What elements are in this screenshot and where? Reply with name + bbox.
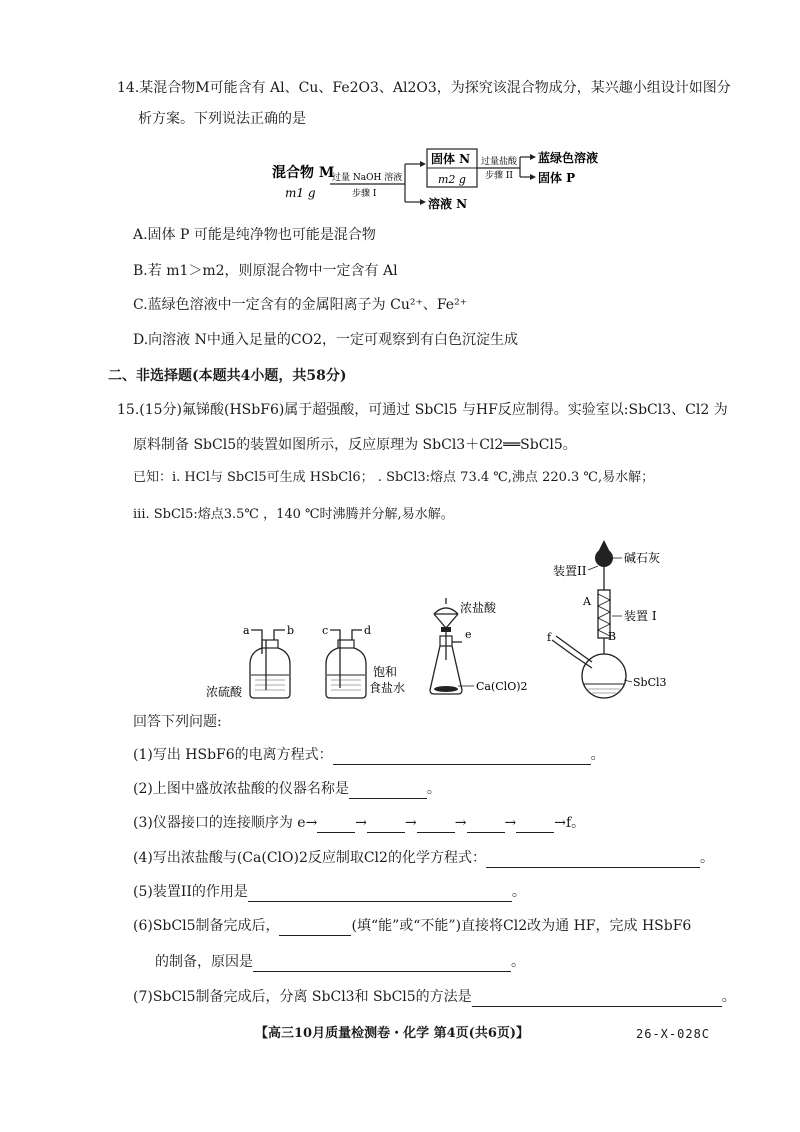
- q15-line2: 原料制备 SbCl5的装置如图所示，反应原理为 SbCl3＋Cl2══SbCl5。: [133, 437, 577, 453]
- sub7-period: 。: [721, 989, 736, 1005]
- sub3-blank-4[interactable]: [467, 817, 505, 833]
- q14-stem-line2: 析方案。下列说法正确的是: [138, 111, 306, 127]
- label-a: A: [583, 595, 591, 608]
- section2-header: 二、非选择题(本题共4小题，共58分): [108, 368, 347, 384]
- q14-option-b[interactable]: B.若 m1＞m2，则原混合物中一定含有 Al: [133, 263, 398, 279]
- sub5-row: [133, 882, 526, 902]
- sub5-period: 。: [511, 884, 526, 900]
- sub3-end: →f。: [554, 815, 586, 831]
- sub1-blank[interactable]: [333, 749, 591, 765]
- bottle2-label-2: 食盐水: [369, 681, 406, 695]
- sub2-period: 。: [426, 781, 441, 797]
- sub6-text-b: (填“能”或“不能”)直接将Cl2改为通 HF，完成 HSbF6: [351, 918, 692, 934]
- sub2-row: [133, 779, 441, 799]
- port-f: f: [547, 631, 552, 644]
- q14-option-d[interactable]: D.向溶液 N中通入足量的CO2，一定可观察到有白色沉淀生成: [133, 332, 518, 348]
- sub6-period: 。: [511, 954, 525, 970]
- label-b: B: [608, 630, 617, 643]
- flow-start: 混合物 M: [272, 165, 335, 181]
- sub3-row: [133, 813, 585, 833]
- sub5-text: (5)装置II的作用是: [133, 884, 248, 900]
- answer-intro: 回答下列问题:: [133, 714, 222, 730]
- sub3-blank-3[interactable]: [417, 817, 455, 833]
- q14-stem-line1: 14.某混合物M可能含有 Al、Cu、Fe2O3、Al2O3，为探究该混合物成分，某兴趣小组设计如图分: [117, 80, 731, 96]
- footer-code: 26-X-028C: [636, 1027, 711, 1041]
- bottle2-label-1: 饱和: [373, 665, 398, 679]
- flow-step2-reagent: 过量盐酸: [481, 157, 518, 167]
- sub6-blank-2[interactable]: [253, 956, 511, 972]
- chlorine-generator: [430, 598, 528, 694]
- sub5-blank[interactable]: [248, 886, 512, 902]
- soda-lime-label: 碱石灰: [624, 551, 661, 565]
- device2-label: 装置II: [553, 564, 587, 578]
- port-e: e: [465, 628, 472, 641]
- port-d: d: [364, 624, 372, 637]
- funnel-label: 浓盐酸: [460, 601, 497, 615]
- flow-solid-p: 固体 P: [538, 171, 576, 185]
- flow-solid-n-box: [427, 149, 477, 187]
- sub6-text-c: 的制备，原因是: [155, 954, 253, 970]
- sub3-blank-2[interactable]: [367, 817, 405, 833]
- sub6-row-2: [155, 952, 525, 972]
- flask-content-label: Ca(ClO)2: [476, 680, 528, 693]
- bottle1-label: 浓硫酸: [206, 685, 243, 699]
- flow-step1-label: 步骤 I: [352, 189, 377, 199]
- port-c: c: [322, 624, 329, 637]
- flow-solid-n-mass: m2 g: [438, 173, 466, 186]
- sub3-arrow-1: →: [355, 815, 368, 831]
- port-a: a: [243, 624, 250, 637]
- sub3-arrow-3: →: [454, 815, 467, 831]
- sub3-arrow-2: →: [405, 815, 417, 831]
- flow-solution-n: 溶液 N: [428, 197, 468, 211]
- port-b: b: [287, 624, 295, 637]
- sub3-arrow-4: →: [504, 815, 517, 831]
- q15-known2: iii. SbCl5:熔点3.5℃ ，140 ℃时沸腾并分解,易水解。: [133, 507, 454, 522]
- sbcl3-label: SbCl3: [633, 676, 667, 689]
- sub4-period: 。: [699, 850, 714, 866]
- q15-known1: 已知：i. HCl与 SbCl5可生成 HSbCl6； . SbCl3:熔点 73.4 ℃,沸点 220.3 ℃,易水解；: [133, 470, 655, 485]
- sub4-blank[interactable]: [486, 852, 700, 868]
- device1-label: 装置 I: [624, 609, 657, 623]
- q14-option-a[interactable]: A.固体 P 可能是纯净物也可能是混合物: [133, 227, 376, 243]
- bottle-conc-sulfuric: [206, 624, 294, 699]
- sub1-row: [133, 745, 605, 765]
- sub6-text-a: (6)SbCl5制备完成后，: [133, 918, 280, 934]
- flow-solid-n: 固体 N: [431, 152, 471, 166]
- sub2-text: (2)上图中盛放浓盐酸的仪器名称是: [133, 781, 349, 797]
- q15-line1: 15.(15分)氟锑酸(HSbF6)属于超强酸，可通过 SbCl5 与HF反应制得。实验室以:SbCl3、Cl2 为: [117, 402, 728, 418]
- sub4-row: [133, 848, 714, 868]
- bottle-sat-brine: [322, 624, 405, 698]
- sub3-text: (3)仪器接口的连接顺序为 e→: [133, 815, 318, 831]
- flow-blue-green: 蓝绿色溶液: [538, 151, 599, 165]
- flow-step1-reagent: 过量 NaOH 溶液: [332, 173, 403, 183]
- flow-start-mass: m1 g: [285, 186, 316, 200]
- flow-step2-label: 步骤 II: [485, 171, 513, 181]
- sub1-text: (1)写出 HSbF6的电离方程式：: [133, 747, 333, 763]
- q14-option-c[interactable]: C.蓝绿色溶液中一定含有的金属阳离子为 Cu²⁺、Fe²⁺: [133, 297, 468, 313]
- sub3-blank-1[interactable]: [317, 817, 355, 833]
- sub6-blank-1[interactable]: [279, 920, 351, 936]
- sub7-blank[interactable]: [472, 991, 722, 1007]
- sub3-blank-5[interactable]: [516, 817, 554, 833]
- sub1-period: 。: [590, 747, 605, 763]
- sub7-row: [133, 987, 736, 1007]
- sub2-blank[interactable]: [349, 783, 427, 799]
- sub6-row-1: [133, 916, 691, 936]
- sub4-text: (4)写出浓盐酸与(Ca(ClO)2反应制取Cl2的化学方程式：: [133, 850, 486, 866]
- footer-title: 【高三10月质量检测卷・化学 第4页(共6页)】: [255, 1026, 530, 1041]
- reaction-setup: [547, 540, 667, 698]
- sub7-text: (7)SbCl5制备完成后，分离 SbCl3和 SbCl5的方法是: [133, 989, 472, 1005]
